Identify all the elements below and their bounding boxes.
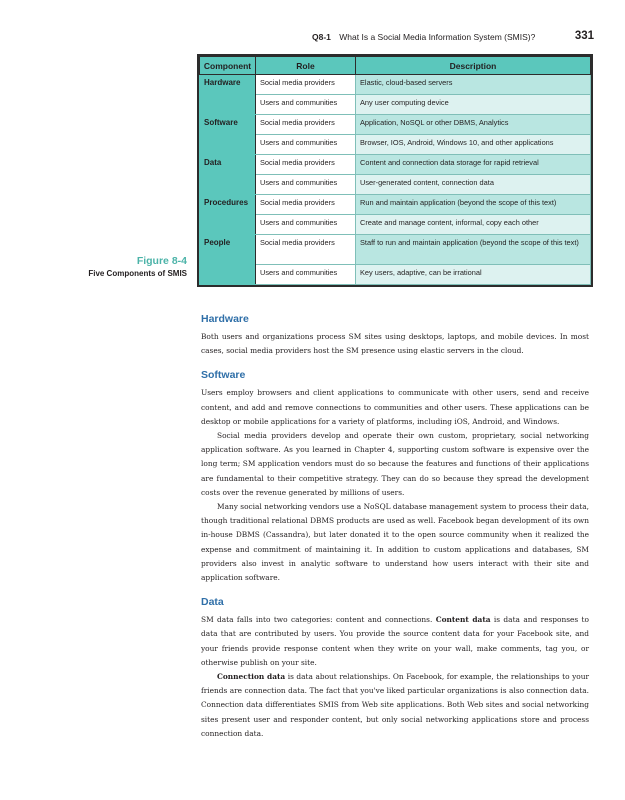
component-cell: Software — [200, 115, 256, 155]
description-cell: Elastic, cloud-based servers — [356, 75, 591, 95]
component-cell: Data — [200, 155, 256, 195]
paragraph — [201, 670, 589, 741]
text-run: is data about relationships. On Facebook, for example, the relationships to your friends are connection data. The fact that you've liked particular organizations is also connection data. Connection data differentiates SMIS from Web site applications. Both Web sites and social networking sites present user and responder content, but only social networking applications store and process connection data. — [201, 672, 589, 738]
section-number: Q8-1 — [312, 32, 331, 42]
description-cell: Run and maintain application (beyond the scope of this text) — [356, 195, 591, 215]
table-row — [200, 155, 591, 175]
paragraph — [201, 613, 589, 670]
page-number: 331 — [574, 30, 594, 42]
heading-hardware: Hardware — [201, 313, 249, 325]
paragraph: Social media providers develop and operate their own custom, proprietary, social networking application software. As you learned in Chapter 4, supporting custom software is expensive over the long term; SM application vendors must do so because the features and functions of their applications are fundamental to their competitive strategy. They can do so because they spread the development costs over the revenue generated by millions of users. — [201, 431, 589, 497]
table-row — [200, 235, 591, 265]
description-cell: Any user computing device — [356, 95, 591, 115]
role-cell: Social media providers — [256, 195, 356, 215]
table-row — [200, 75, 591, 95]
role-cell: Social media providers — [256, 235, 356, 265]
description-cell: Staff to run and maintain application (beyond the scope of this text) — [356, 235, 591, 265]
body-text — [201, 312, 589, 741]
figure-caption: Five Components of SMIS — [88, 269, 187, 278]
table-row — [200, 95, 591, 115]
running-title: What Is a Social Media Information System (SMIS)? — [339, 32, 536, 42]
description-cell: Browser, IOS, Android, Windows 10, and other applications — [356, 135, 591, 155]
table-row — [200, 265, 591, 285]
term-connection-data: Connection data — [217, 672, 286, 682]
description-cell: Content and connection data storage for rapid retrieval — [356, 155, 591, 175]
table-row — [200, 175, 591, 195]
table-header-row — [200, 57, 591, 75]
description-cell: User-generated content, connection data — [356, 175, 591, 195]
component-cell: Procedures — [200, 195, 256, 235]
paragraph: Users employ browsers and client applications to communicate with other users, send and receive content, and add and remove connections to communities and other users. These applications can be desktop or mobile applications for a variety of platforms, including iOS, Android, and Windows. — [201, 388, 589, 426]
component-cell: People — [200, 235, 256, 285]
role-cell: Users and communities — [256, 175, 356, 195]
description-cell: Key users, adaptive, can be irrational — [356, 265, 591, 285]
table-row — [200, 115, 591, 135]
description-cell: Application, NoSQL or other DBMS, Analytics — [356, 115, 591, 135]
heading-data: Data — [201, 596, 224, 609]
table-row — [200, 215, 591, 235]
heading-software: Software — [201, 369, 246, 382]
header-role: Role — [256, 57, 356, 75]
role-cell: Users and communities — [256, 265, 356, 285]
component-cell: Hardware — [200, 75, 256, 115]
paragraph: Many social networking vendors use a NoSQL database management system to process their data, though traditional relational DBMS products are used as well. Facebook began development of its own in-house DBMS (Cassandra), but later donated it to the open source community when it realized the expense and commitment of maintaining it. In addition to custom applications and databases, SM providers also invest in analytic software to understand how users interact with their site and application software. — [201, 502, 589, 583]
smis-components-table — [197, 54, 593, 287]
text-run: SM data falls into two categories: content and connections. — [201, 615, 436, 625]
header-component: Component — [200, 57, 256, 75]
term-content-data: Content data — [435, 615, 491, 625]
running-head — [312, 30, 594, 44]
role-cell: Social media providers — [256, 155, 356, 175]
text-run: is data and responses to data that are contributed by users. You provide the source content data for your Facebook site, and your friends provide response content when they write on your wall, make comments, tag you, or otherwise publish on your site. — [201, 615, 589, 667]
paragraph: Both users and organizations process SM sites using desktops, laptops, and mobile devices. In most cases, social media providers host the SM presence using elastic servers in the cloud. — [201, 332, 589, 356]
role-cell: Users and communities — [256, 215, 356, 235]
role-cell: Social media providers — [256, 115, 356, 135]
table-row — [200, 135, 591, 155]
role-cell: Users and communities — [256, 135, 356, 155]
role-cell: Users and communities — [256, 95, 356, 115]
description-cell: Create and manage content, informal, copy each other — [356, 215, 591, 235]
figure-label: Figure 8-4 — [136, 255, 187, 267]
table-row — [200, 195, 591, 215]
role-cell: Social media providers — [256, 75, 356, 95]
header-description: Description — [356, 57, 591, 75]
